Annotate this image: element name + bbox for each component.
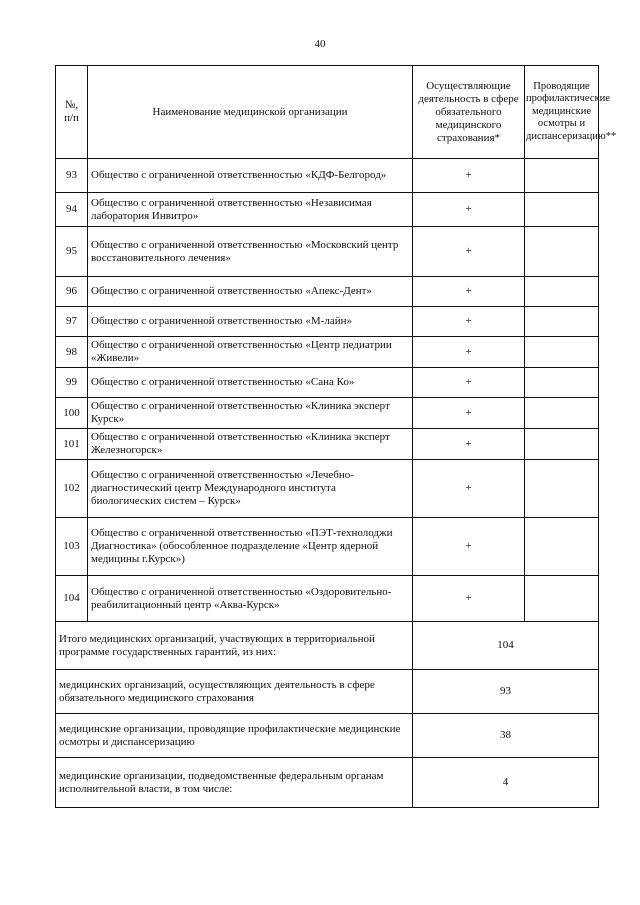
organizations-table	[55, 65, 617, 808]
summary-row	[56, 622, 599, 670]
table-row	[56, 398, 599, 429]
oms-mark: +	[413, 307, 525, 337]
prof-mark	[525, 159, 599, 193]
prof-mark	[525, 307, 599, 337]
table-row	[56, 159, 599, 193]
summary-value: 38	[413, 714, 599, 758]
table-row	[56, 337, 599, 368]
oms-mark: +	[413, 193, 525, 227]
organization-name: Общество с ограниченной ответственностью «Лечебно-диагностический центр Международного института биологических систем – Курск»	[88, 460, 413, 518]
summary-body	[56, 622, 599, 808]
prof-mark	[525, 429, 599, 460]
row-number: 104	[56, 576, 88, 622]
table-row	[56, 518, 599, 576]
organization-name: Общество с ограниченной ответственностью «Апекс-Дент»	[88, 277, 413, 307]
row-number: 95	[56, 227, 88, 277]
table-row	[56, 576, 599, 622]
row-number: 98	[56, 337, 88, 368]
header-oms: Осуществляющие деятельность в сфере обязательного медицинского страхования*	[413, 66, 525, 159]
oms-mark: +	[413, 277, 525, 307]
organization-name: Общество с ограниченной ответственностью «Московский центр восстановительного лечения»	[88, 227, 413, 277]
prof-mark	[525, 227, 599, 277]
summary-label: медицинские организации, проводящие профилактические медицинские осмотры и диспансеризацию	[56, 714, 413, 758]
organization-name: Общество с ограниченной ответственностью «КДФ-Белгород»	[88, 159, 413, 193]
organization-name: Общество с ограниченной ответственностью «Оздоровительно-реабилитационный центр «Аква-Курск»	[88, 576, 413, 622]
organization-name: Общество с ограниченной ответственностью «Независимая лаборатория Инвитро»	[88, 193, 413, 227]
prof-mark	[525, 460, 599, 518]
summary-label: медицинских организаций, осуществляющих деятельность в сфере обязательного медицинского страхования	[56, 670, 413, 714]
oms-mark: +	[413, 429, 525, 460]
row-number: 96	[56, 277, 88, 307]
oms-mark: +	[413, 576, 525, 622]
prof-mark	[525, 398, 599, 429]
table-row	[56, 277, 599, 307]
summary-label: медицинские организации, подведомственные федеральным органам исполнительной власти, в том числе:	[56, 758, 413, 808]
summary-value: 4	[413, 758, 599, 808]
organization-name: Общество с ограниченной ответственностью «М-лайн»	[88, 307, 413, 337]
prof-mark	[525, 368, 599, 398]
header-num-line2: п/п	[64, 112, 79, 124]
row-number: 97	[56, 307, 88, 337]
table-header-row	[56, 66, 599, 159]
organization-name: Общество с ограниченной ответственностью «ПЭТ-технолоджи Диагностика» (обособленное подразделение «Центр ядерной медицины г.Курск»)	[88, 518, 413, 576]
table-row	[56, 460, 599, 518]
row-number: 100	[56, 398, 88, 429]
table-row	[56, 227, 599, 277]
summary-label: Итого медицинских организаций, участвующих в территориальной программе государственных гарантий, из них:	[56, 622, 413, 670]
row-number: 103	[56, 518, 88, 576]
prof-mark	[525, 337, 599, 368]
summary-row	[56, 670, 599, 714]
prof-mark	[525, 576, 599, 622]
header-name: Наименование медицинской организации	[88, 66, 413, 159]
summary-value: 104	[413, 622, 599, 670]
summary-row	[56, 714, 599, 758]
table-row	[56, 193, 599, 227]
prof-mark	[525, 518, 599, 576]
oms-mark: +	[413, 368, 525, 398]
organization-name: Общество с ограниченной ответственностью «Клиника эксперт Железногорск»	[88, 429, 413, 460]
organization-name: Общество с ограниченной ответственностью «Сана Ко»	[88, 368, 413, 398]
oms-mark: +	[413, 159, 525, 193]
page-number: 40	[314, 38, 326, 50]
row-number: 94	[56, 193, 88, 227]
row-number: 99	[56, 368, 88, 398]
row-number: 101	[56, 429, 88, 460]
header-prof: Проводящие профилактические медицинские осмотры и диспансеризацию**	[525, 66, 599, 159]
oms-mark: +	[413, 398, 525, 429]
prof-mark	[525, 277, 599, 307]
table-row	[56, 429, 599, 460]
oms-mark: +	[413, 518, 525, 576]
oms-mark: +	[413, 460, 525, 518]
table-row	[56, 307, 599, 337]
prof-mark	[525, 193, 599, 227]
oms-mark: +	[413, 227, 525, 277]
oms-mark: +	[413, 337, 525, 368]
table-body	[56, 159, 599, 622]
row-number: 102	[56, 460, 88, 518]
summary-value: 93	[413, 670, 599, 714]
organization-name: Общество с ограниченной ответственностью «Клиника эксперт Курск»	[88, 398, 413, 429]
header-num-line1: №,	[64, 99, 79, 111]
header-num	[56, 66, 88, 159]
summary-row	[56, 758, 599, 808]
organization-name: Общество с ограниченной ответственностью «Центр педиатрии «Живели»	[88, 337, 413, 368]
row-number: 93	[56, 159, 88, 193]
table-row	[56, 368, 599, 398]
